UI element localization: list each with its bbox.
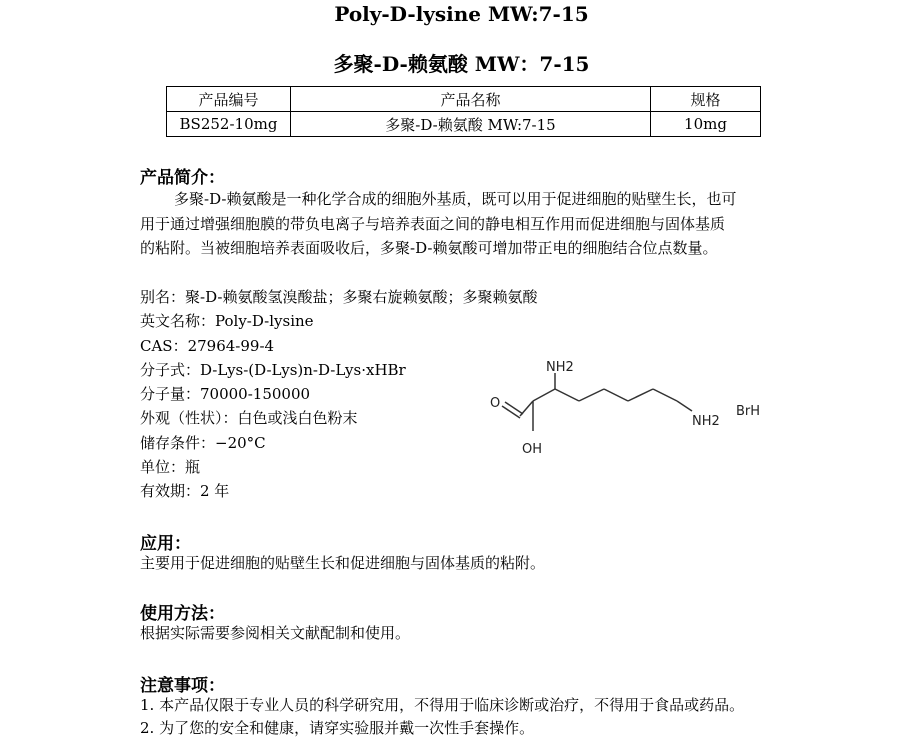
application-text: 主要用于促进细胞的贴壁生长和促进细胞与固体基质的粘附。 [140, 554, 546, 572]
cell-product-id: BS252-10mg [167, 112, 291, 137]
prop-shelf-life: 有效期：2 年 [140, 482, 230, 500]
cell-product-name: 多聚-D-赖氨酸 MW:7-15 [291, 112, 651, 137]
structure-label-oh: OH [522, 442, 543, 457]
header-product-id: 产品编号 [167, 87, 291, 112]
table-header-row [167, 87, 761, 112]
prop-unit: 单位：瓶 [140, 458, 201, 476]
prop-alias: 别名：聚-D-赖氨酸氢溴酸盐；多聚右旋赖氨酸；多聚赖氨酸 [140, 288, 538, 306]
intro-line: 用于通过增强细胞膜的带负电离子与培养表面之间的静电相互作用而促进细胞与固体基质 [140, 214, 726, 233]
header-spec: 规格 [651, 87, 761, 112]
title-english: Poly-D-lysine MW:7-15 [334, 2, 589, 26]
product-table [166, 86, 761, 137]
prop-storage: 储存条件：−20°C [140, 434, 266, 452]
structure-label-o: O [490, 396, 501, 411]
structure-label-nh2-top: NH2 [546, 360, 574, 375]
prop-formula: 分子式：D-Lys-(D-Lys)n-D-Lys·xHBr [140, 361, 406, 379]
notes-item: 2. 为了您的安全和健康，请穿实验服并戴一次性手套操作。 [140, 719, 535, 737]
prop-cas: CAS：27964-99-4 [140, 337, 275, 355]
application-heading: 应用： [140, 534, 191, 554]
intro-heading: 产品简介： [140, 168, 225, 188]
header-product-name: 产品名称 [291, 87, 651, 112]
intro-line: 的粘附。当被细胞培养表面吸收后，多聚-D-赖氨酸可增加带正电的细胞结合位点数量。 [140, 239, 718, 257]
structure-label-brh: BrH [736, 404, 761, 419]
usage-heading: 使用方法： [140, 604, 225, 624]
table-row [167, 112, 761, 137]
structure-label-nh2-end: NH2 [692, 414, 720, 429]
intro-paragraph [140, 187, 790, 261]
prop-molecular-weight: 分子量：70000-150000 [140, 385, 311, 403]
usage-text: 根据实际需要参阅相关文献配制和使用。 [140, 624, 411, 642]
cell-spec: 10mg [651, 112, 761, 137]
notes-heading: 注意事项： [140, 676, 225, 696]
prop-english-name: 英文名称：Poly-D-lysine [140, 312, 314, 330]
intro-line: 多聚-D-赖氨酸是一种化学合成的细胞外基质，既可以用于促进细胞的贴壁生长，也可 [174, 190, 737, 208]
notes-item: 1. 本产品仅限于专业人员的科学研究用，不得用于临床诊断或治疗，不得用于食品或药品。 [140, 696, 745, 714]
prop-appearance: 外观（性状）：白色或浅白色粉末 [140, 409, 358, 427]
title-chinese: 多聚-D-赖氨酸 MW：7-15 [333, 52, 590, 76]
chemical-structure-image [480, 355, 780, 465]
